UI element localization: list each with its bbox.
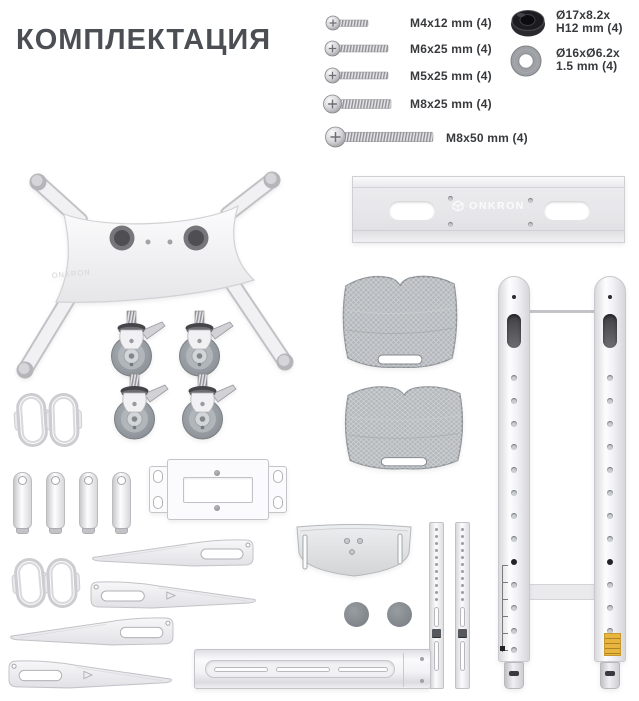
screw-label: M6x25 mm (4) [410, 42, 492, 56]
screw-m8x50-icon [325, 126, 435, 148]
base-embossed-logo: ONKRON [51, 267, 91, 280]
screw-label: M8x25 mm (4) [410, 97, 492, 111]
camera-shelf-plate [294, 521, 414, 581]
cable-clip [79, 472, 98, 535]
tv-mounting-plate [352, 176, 625, 243]
spacer-bushing-icon [509, 8, 547, 38]
height-scale [502, 565, 510, 652]
pin-hole [608, 295, 612, 299]
base-panel [56, 206, 254, 302]
caster-wheel [168, 310, 234, 378]
frame-slot [273, 470, 283, 483]
height-hole [511, 421, 517, 427]
mounting-hole [350, 550, 355, 555]
page-title: КОМПЛЕКТАЦИЯ [16, 24, 272, 56]
column-slot [603, 314, 617, 348]
height-hole [607, 536, 613, 542]
screw-label: M5x25 mm (4) [410, 69, 492, 83]
height-hole [607, 513, 613, 519]
mounting-hole [344, 538, 349, 543]
strip-slot [434, 641, 439, 671]
column-crossbar [528, 584, 596, 600]
plate-ridge [353, 177, 624, 188]
frame-opening [183, 477, 253, 503]
height-hole [607, 444, 613, 450]
cable-grommet [46, 557, 79, 609]
vesa-extension-strip [455, 522, 470, 689]
height-hole [511, 536, 517, 542]
frame-screw [214, 470, 220, 476]
caster-stem [127, 311, 136, 325]
column-foot [600, 662, 620, 689]
height-hole [607, 605, 613, 611]
spacer-label: Ø16xØ6.2x 1.5 mm (4) [556, 46, 620, 73]
strip-hole [435, 528, 438, 531]
cable-grommet [13, 557, 47, 609]
height-hole [511, 605, 517, 611]
rail-channel [205, 660, 395, 678]
strip-slot [434, 607, 439, 627]
support-arm [7, 659, 175, 690]
plate-handle-slot [381, 458, 426, 466]
height-hole [511, 628, 517, 634]
adapter-frame [149, 459, 287, 521]
scale-marker [500, 646, 505, 651]
height-hole [607, 559, 613, 565]
caster-wheel [171, 373, 237, 441]
height-hole [607, 375, 613, 381]
height-hole [607, 490, 613, 496]
cable-clip [46, 472, 65, 535]
screw-label: M8x50 mm (4) [446, 131, 528, 145]
frame-screw [214, 505, 220, 511]
support-arm [89, 538, 255, 568]
height-hole [607, 582, 613, 588]
frame-slot [153, 496, 163, 509]
clip-hole [18, 476, 27, 485]
caster-wheel [103, 373, 169, 441]
cable-grommet [48, 392, 80, 447]
strip-clip [432, 629, 441, 637]
arm-slot [120, 627, 163, 637]
arm-hole [166, 621, 170, 625]
clip-tab [16, 528, 29, 534]
height-hole [511, 513, 517, 519]
spacer-label: Ø17x8.2x H12 mm (4) [556, 8, 623, 35]
textured-shelf-plate [336, 270, 464, 372]
plate-handle-slot [378, 355, 422, 364]
rail-slot [214, 667, 268, 672]
foot-slot [509, 671, 519, 676]
mounting-hole [357, 538, 362, 543]
mounting-hole [146, 240, 151, 245]
mounting-hole [528, 222, 533, 227]
end-cap [344, 602, 369, 627]
screw-m5x25-icon [324, 67, 390, 84]
height-hole [511, 467, 517, 473]
height-hole [607, 398, 613, 404]
screw-m4x12-icon [325, 15, 369, 31]
height-hole [511, 647, 517, 653]
caster-brake-lever [141, 322, 165, 339]
warning-label [604, 633, 621, 656]
rail-slot [276, 667, 330, 672]
height-hole [511, 490, 517, 496]
mounting-hole [420, 679, 424, 683]
screw-label: M4x12 mm (4) [410, 16, 492, 30]
mounting-hole [168, 240, 173, 245]
rail-end-cap [403, 653, 430, 687]
textured-shelf-plate [338, 381, 470, 473]
shelf-slot [398, 534, 402, 564]
column-slot [507, 314, 521, 348]
rail-slot [338, 667, 388, 672]
arm-hole [246, 543, 250, 547]
cable-clip [13, 472, 32, 535]
caster-wheel [100, 310, 166, 378]
cable-clip [112, 472, 131, 535]
support-arm [7, 616, 175, 647]
pin-hole [512, 295, 516, 299]
column-left [498, 276, 530, 690]
screw-m6x25-icon [324, 40, 390, 57]
height-hole [511, 398, 517, 404]
brand-logo [353, 200, 624, 212]
cable-grommet [15, 392, 49, 448]
shelf-slot [303, 535, 307, 569]
column-connecting-rod [530, 310, 594, 313]
height-hole [511, 559, 517, 565]
frame-slot [153, 470, 163, 483]
plate-ridge [353, 230, 624, 242]
column-foot [504, 662, 524, 689]
bottom-rail [194, 649, 431, 689]
screw-m8x25-icon [323, 94, 392, 114]
height-hole [607, 467, 613, 473]
support-arm [89, 580, 259, 610]
mounting-hole [448, 222, 453, 227]
height-hole [511, 444, 517, 450]
brand-logo-text: ONKRON [469, 200, 525, 212]
foot-slot [605, 671, 615, 676]
arm-slot [201, 549, 243, 559]
height-hole [607, 421, 613, 427]
logo-cube-icon [452, 200, 464, 212]
vesa-extension-strip [429, 522, 444, 689]
washer-icon [510, 45, 542, 77]
column-right [594, 276, 626, 690]
height-hole [511, 582, 517, 588]
mounting-hole [420, 657, 424, 661]
height-hole [511, 375, 517, 381]
end-cap [387, 602, 412, 627]
frame-slot [273, 496, 283, 509]
